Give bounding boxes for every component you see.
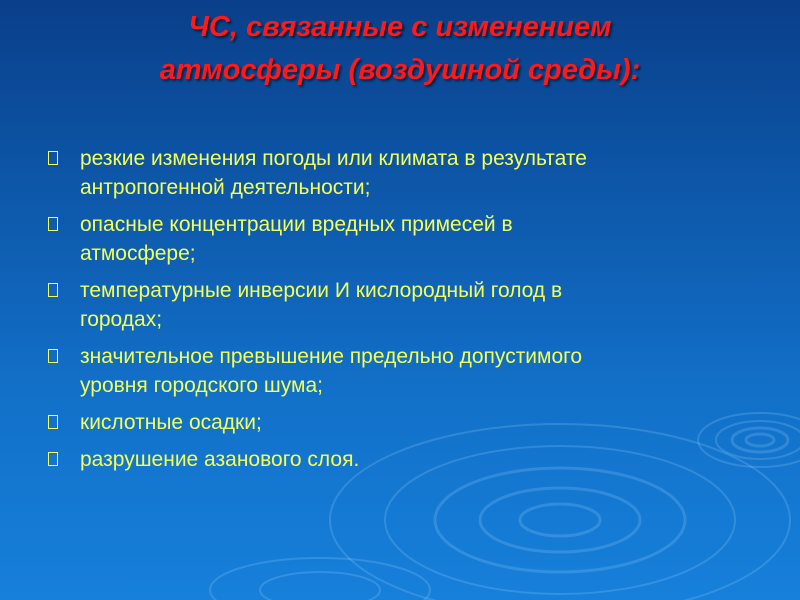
list-item — [42, 144, 762, 202]
list-item-line: антропогенной деятельности; — [80, 176, 371, 199]
list-item-line: температурные инверсии И кислородный голод в — [80, 279, 563, 302]
list-item-line: городах; — [80, 308, 163, 331]
list-item-line: разрушение азанового слоя. — [80, 448, 360, 471]
box-bullet-icon — [48, 415, 58, 429]
list-item — [42, 408, 762, 437]
box-bullet-icon — [48, 217, 58, 231]
list-item-line: кислотные осадки; — [80, 411, 262, 434]
list-item — [42, 342, 762, 400]
box-bullet-icon — [48, 151, 58, 165]
list-item-line: значительное превышение предельно допустимого — [80, 345, 583, 368]
list-item — [42, 445, 762, 474]
list-item-line: опасные концентрации вредных примесей в — [80, 213, 513, 236]
box-bullet-icon — [48, 283, 58, 297]
slide-title — [40, 6, 760, 92]
list-item — [42, 210, 762, 268]
slide-title-line-2: атмосферы (воздушной среды): — [159, 54, 641, 86]
list-item-line: резкие изменения погоды или климата в результате — [80, 147, 587, 170]
list-item-line: уровня городского шума; — [80, 374, 323, 397]
bullet-list — [42, 144, 762, 482]
list-item — [42, 276, 762, 334]
box-bullet-icon — [48, 452, 58, 466]
box-bullet-icon — [48, 349, 58, 363]
list-item-line: атмосфере; — [80, 242, 196, 265]
slide-title-line-1: ЧС, связанные с изменением — [188, 11, 612, 43]
